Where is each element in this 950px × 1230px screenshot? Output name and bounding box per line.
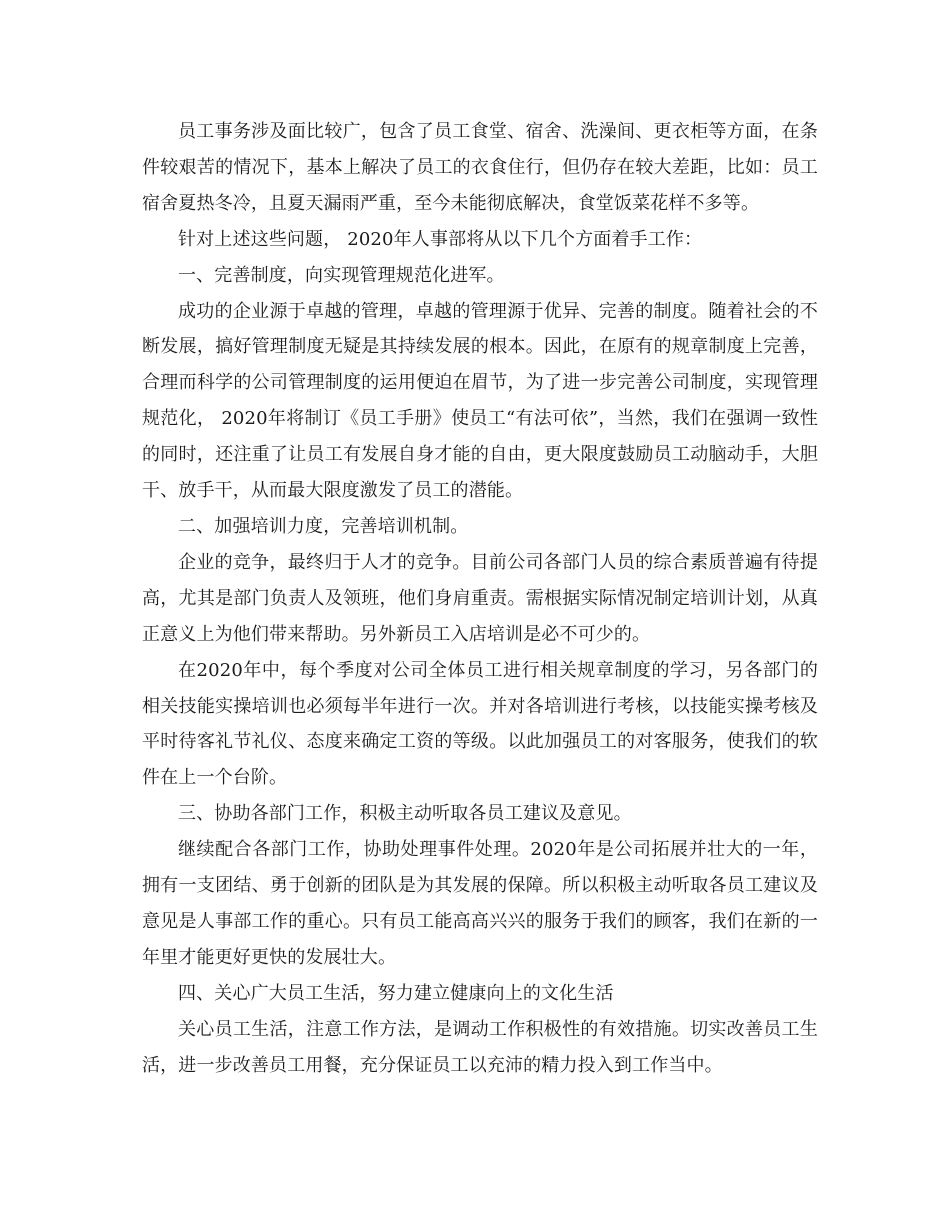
paragraph-section-3-body: 继续配合各部门工作，协助处理事件处理。2020年是公司拓展并壮大的一年，拥有一支团结、勇于创新的团队是为其发展的保障。所以积极主动听取各员工建议及意见是人事部工作的重心。只有员工能高高兴兴的服务于我们的顾客，我们在新的一年里才能更好更快的发展壮大。 [142, 839, 818, 968]
document-body [142, 114, 818, 1083]
paragraph-section-2-body-a: 企业的竞争，最终归于人才的竞争。目前公司各部门人员的综合素质普遍有待提高，尤其是部门负责人及领班，他们身肩重责。需根据实际情况制定培训计划，从真正意义上为他们带来帮助。另外新员工入店培训是必不可少的。 [142, 551, 818, 645]
paragraph-section-4-body: 关心员工生活，注意工作方法，是调动工作积极性的有效措施。切实改善员工生活，进一步改善员工用餐，充分保证员工以充沛的精力投入到工作当中。 [142, 1018, 818, 1076]
paragraph-staff-affairs: 员工事务涉及面比较广，包含了员工食堂、宿舍、洗澡间、更衣柜等方面，在条件较艰苦的情况下，基本上解决了员工的衣食住行，但仍存在较大差距，比如：员工宿舍夏热冬冷，且夏天漏雨严重，至今未能彻底解决，食堂饭菜花样不多等。 [142, 121, 818, 214]
paragraph-section-2-body-b: 在2020年中，每个季度对公司全体员工进行相关规章制度的学习，另各部门的相关技能实操培训也必须每半年进行一次。并对各培训进行考核，以技能实操考核及平时待客礼节礼仪、态度来确定工资的等级。以此加强员工的对客服务，使我们的软件在上一个台阶。 [142, 659, 818, 789]
paragraph-issues-intro: 针对上述这些问题， 2020年人事部将从以下几个方面着手工作： [178, 228, 703, 250]
heading-section-2: 二、加强培训力度，完善培训机制。 [178, 515, 469, 537]
heading-section-3: 三、协助各部门工作，积极主动听取各员工建议及意见。 [178, 803, 632, 825]
heading-section-4: 四、关心广大员工生活，努力建立健康向上的文化生活 [178, 982, 614, 1004]
heading-section-1: 一、完善制度，向实现管理规范化进军。 [178, 264, 505, 286]
paragraph-section-1-body: 成功的企业源于卓越的管理，卓越的管理源于优异、完善的制度。随着社会的不断发展，搞好管理制度无疑是其持续发展的根本。因此，在原有的规章制度上完善，合理而科学的公司管理制度的运用便迫在眉节，为了进一步完善公司制度，实现管理规范化， 2020年将制订《员工手册》使员工“有法可依”，当然，我们在强调一致性的同时，还注重了让员工有发展自身才能的自由，更大限度鼓励员工动脑动手，大胆干、放手干，从而最大限度激发了员工的潜能。 [142, 300, 818, 502]
